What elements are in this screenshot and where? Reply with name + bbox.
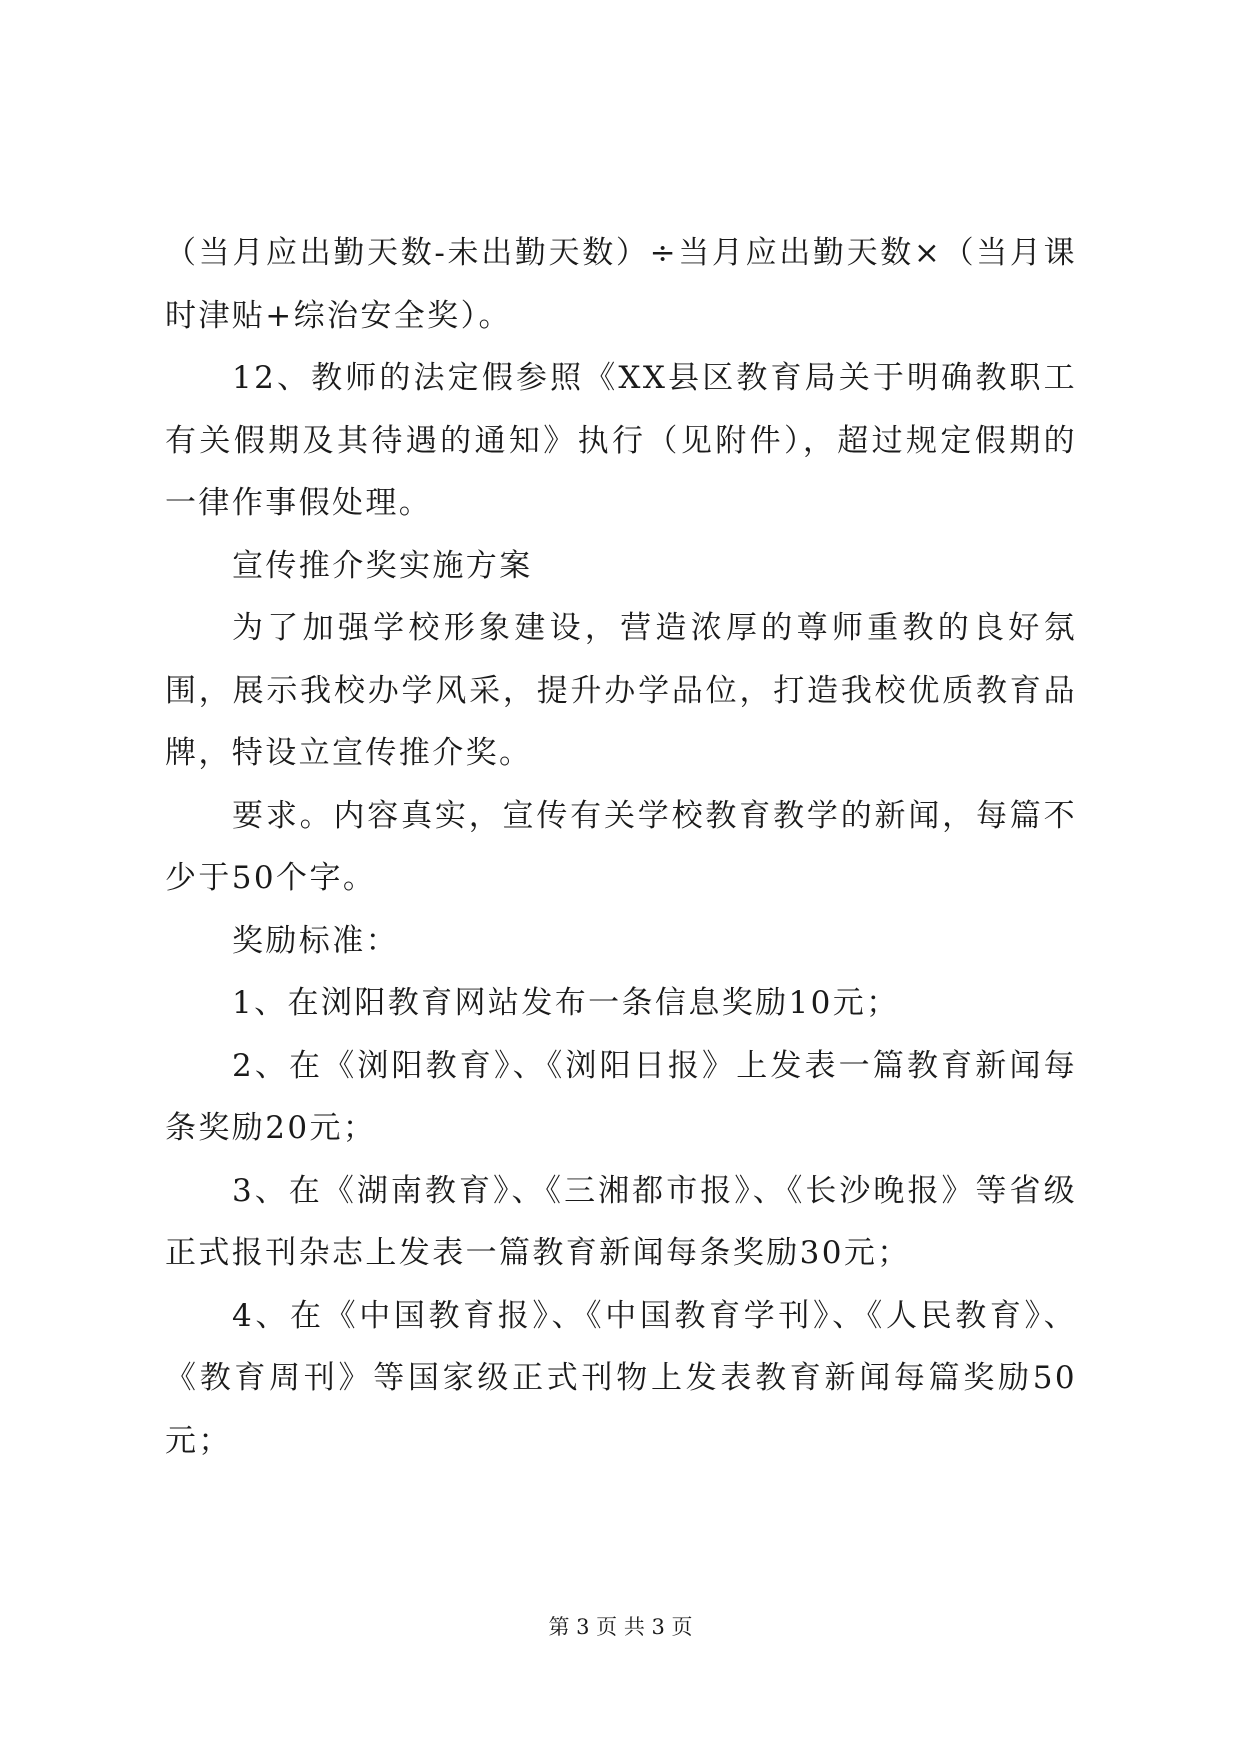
- paragraph-formula: （当月应出勤天数-未出勤天数）÷当月应出勤天数×（当月课时津贴+综治安全奖）。: [165, 235, 1077, 334]
- paragraph-purpose: 为了加强学校形象建设，营造浓厚的尊师重教的良好氛围，展示我校办学风采，提升办学品位，打造我校优质教育品牌，特设立宣传推介奖。: [165, 610, 1077, 771]
- paragraph-legal-leave: 12、教师的法定假参照《XX县区教育局关于明确教职工有关假期及其待遇的通知》执行（见附件），超过规定假期的一律作事假处理。: [165, 360, 1077, 521]
- page-number-footer: 第 3 页 共 3 页: [548, 1615, 693, 1639]
- list-item-reward-4: 4、在《中国教育报》、《中国教育学刊》、《人民教育》、《教育周刊》等国家级正式刊物上发表教育新闻每篇奖励50元；: [165, 1297, 1077, 1459]
- list-item-reward-3: 3、在《湖南教育》、《三湘都市报》、《长沙晚报》等省级正式报刊杂志上发表一篇教育新闻每条奖励30元；: [165, 1172, 1077, 1271]
- paragraph-reward-standard: 奖励标准：: [232, 922, 399, 959]
- section-heading: 宣传推介奖实施方案: [232, 547, 533, 584]
- document-body: [165, 222, 1077, 1472]
- list-item-reward-1: 1、在浏阳教育网站发布一条信息奖励10元；: [232, 985, 900, 1021]
- paragraph-requirements: 要求。内容真实，宣传有关学校教育教学的新闻，每篇不少于50个字。: [165, 797, 1077, 896]
- list-item-reward-2: 2、在《浏阳教育》、《浏阳日报》上发表一篇教育新闻每条奖励20元；: [165, 1047, 1077, 1146]
